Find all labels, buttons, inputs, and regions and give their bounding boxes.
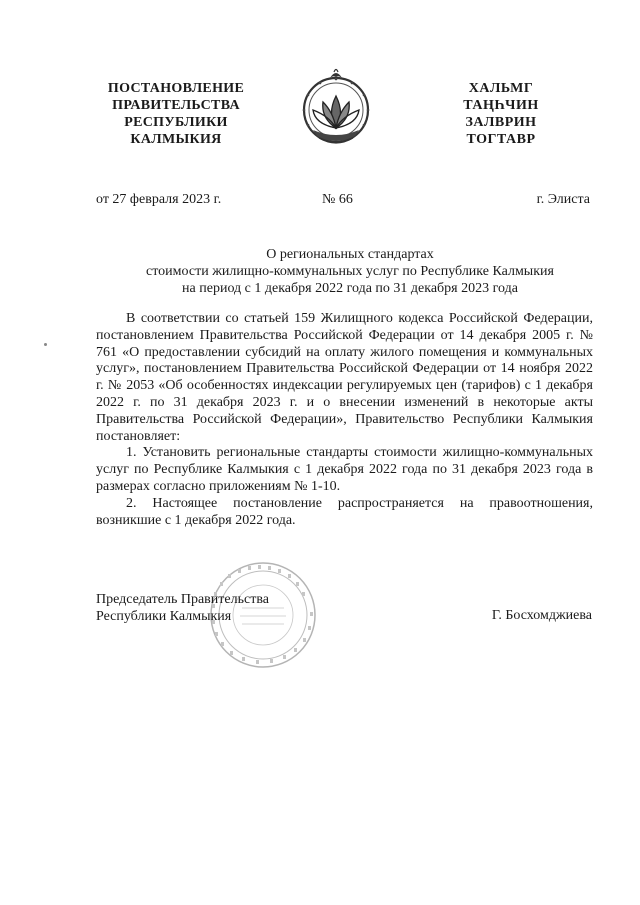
body-paragraph: 2. Настоящее постановление распространяется на правоотношения, возникшие с 1 декабря 2022 года. <box>96 495 593 528</box>
header-title-russian <box>96 80 256 148</box>
title-line: стоимости жилищно-коммунальных услуг по Республике Калмыкия <box>146 264 554 279</box>
header-title-kalmyk <box>440 80 562 148</box>
title-line: на период с 1 декабря 2022 года по 31 декабря 2023 года <box>182 281 518 296</box>
signature-position <box>96 591 269 625</box>
header-left-line: РЕСПУБЛИКИ <box>124 115 228 130</box>
header-left-line: ПОСТАНОВЛЕНИЕ <box>107 81 245 96</box>
title-line: О региональных стандартах <box>266 247 434 262</box>
header-right-line: ТОГТАВР <box>466 132 536 147</box>
coat-of-arms-emblem <box>297 66 375 150</box>
signature-position-line: Председатель Правительства <box>96 592 269 607</box>
document-number: № 66 <box>322 192 353 207</box>
document-city: г. Элиста <box>536 192 590 207</box>
signature-name: Г. Босхомджиева <box>491 608 592 623</box>
body-paragraph: 1. Установить региональные стандарты стоимости жилищно-коммунальных услуг по Республике Калмыкия с 1 декабря 2022 года по 31 декабря 2023 года в размерах согласно приложениям № 1-10. <box>96 445 593 494</box>
header-right-line: ХАЛЬМГ <box>468 81 534 96</box>
header-right-line: ЗАЛВРИН <box>465 115 537 130</box>
header-left-line: КАЛМЫКИЯ <box>130 132 222 147</box>
header-right-line: ТАҢҺЧИН <box>463 98 539 113</box>
signature-position-line: Республики Калмыкия <box>96 609 232 624</box>
document-date: от 27 февраля 2023 г. <box>96 192 222 207</box>
document-title <box>90 246 610 297</box>
body-paragraph: В соответствии со статьей 159 Жилищного кодекса Российской Федерации, постановлением Правительства Российской Федерации от 14 декабря 2005 г. № 761 «О предоставлении субсидий на оплату жилого помещения и коммунальных услуг», постановлением Правительства Российской Федерации от 14 ноября 2022 г. № 2053 «Об особенностях индексации регулируемых цен (тарифов) с 1 декабря 2022 г. по 31 декабря 2023 г. и о внесении изменений в некоторые акты Правительства Российской Федерации», Правительство Республики Калмыкия постановляет: <box>96 311 593 444</box>
header-left-line: ПРАВИТЕЛЬСТВА <box>112 98 240 113</box>
scan-speck <box>44 343 47 346</box>
document-body <box>96 311 593 529</box>
